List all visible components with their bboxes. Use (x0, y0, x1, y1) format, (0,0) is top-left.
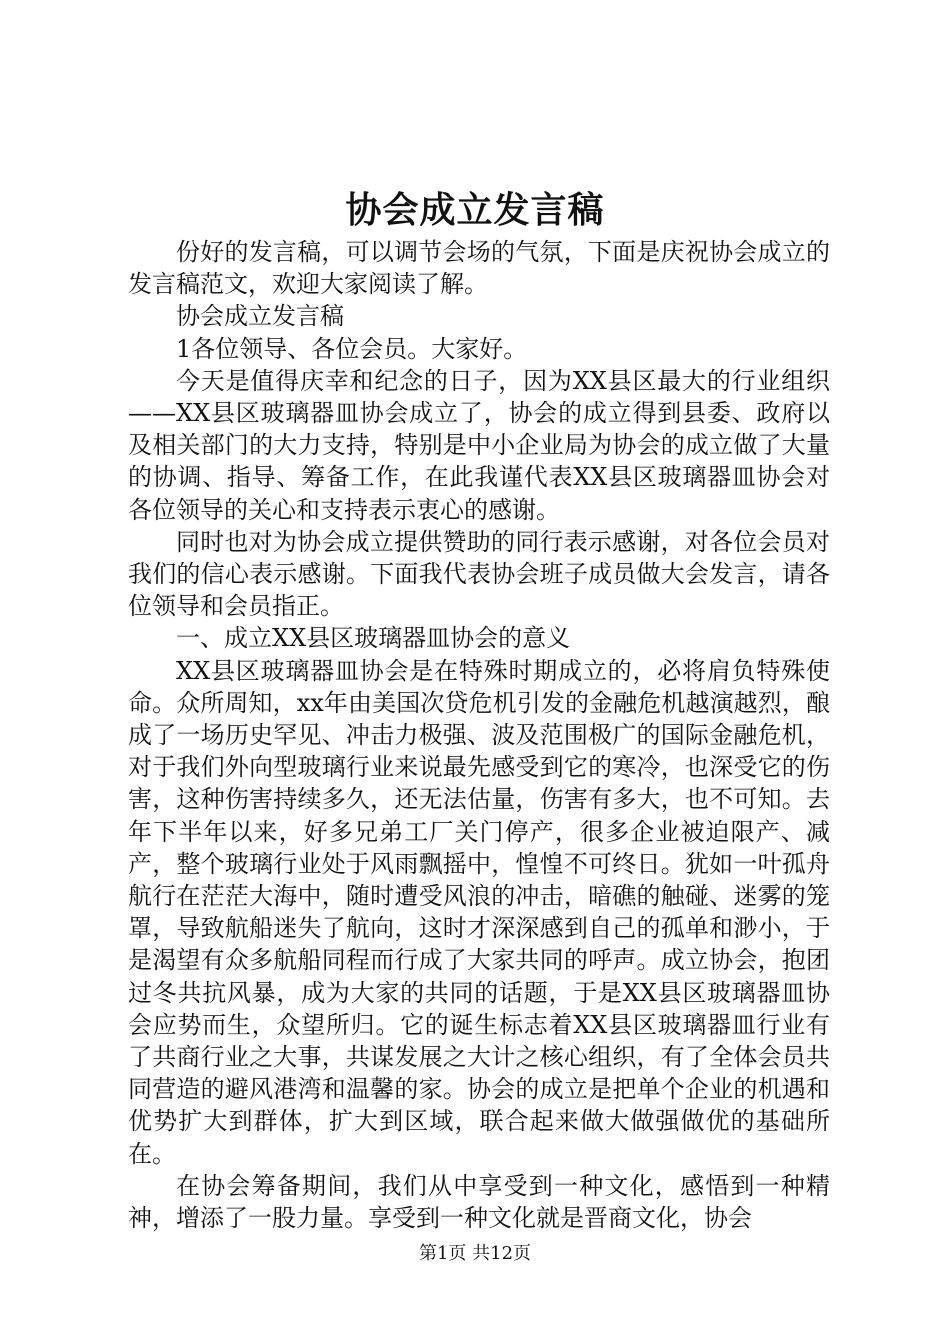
paragraph-greeting: 1各位领导、各位会员。大家好。 (176, 334, 528, 363)
paragraph-subtitle: 协会成立发言稿 (176, 302, 344, 331)
paragraph-significance: XX县区玻璃器皿协会是在特殊时期成立的，必将肩负特殊使命。众所周知，xx年由美国次贷危机引发的金融危机越演越烈，酿成了一场历史罕见、冲击力极强、波及范围极广的国际金融危机，对于我们外向型玻璃行业来说最先感受到它的寒冷，也深受它的伤害，这种伤害持续多久，还无法估量，伤害有多大，也不可知。去年下半年以来，好多兄弟工厂关门停产，很多企业被迫限产、减产，整个玻璃行业处于风雨飘摇中，惶惶不可终日。犹如一叶孤舟航行在茫茫大海中，随时遭受风浪的冲击，暗礁的触碰、迷雾的笼罩，导致航船迷失了航向，这时才深深感到自己的孤单和渺小，于是渴望有众多航船同程而行成了大家共同的呼声。成立协会，抱团过冬共抗风暴，成为大家的共同的话题，于是XX县区玻璃器皿协会应势而生，众望所归。它的诞生标志着XX县区玻璃器皿行业有了共商行业之大事，共谋发展之大计之核心组织，有了全体会员共同营造的避风港湾和温馨的家。协会的成立是把单个企业的机遇和优势扩大到群体，扩大到区域，联合起来做大做强做优的基础所在。 (128, 656, 830, 1168)
document-body (128, 236, 830, 1234)
paragraph-thanks: 同时也对为协会成立提供赞助的同行表示感谢，对各位会员对我们的信心表示感谢。下面我代表协会班子成员做大会发言，请各位领导和会员指正。 (128, 527, 830, 621)
paragraph-preparation: 在协会筹备期间，我们从中享受到一种文化，感悟到一种精神，增添了一股力量。享受到一种文化就是晋商文化，协会 (128, 1171, 830, 1233)
paragraph-intro: 份好的发言稿，可以调节会场的气氛，下面是庆祝协会成立的发言稿范文，欢迎大家阅读了解。 (128, 238, 830, 299)
document-title: 协会成立发言稿 (345, 189, 605, 231)
page-footer: 第1页 共12页 (418, 1243, 532, 1264)
paragraph-opening: 今天是值得庆幸和纪念的日子，因为XX县区最大的行业组织——XX县区玻璃器皿协会成立了，协会的成立得到县委、政府以及相关部门的大力支持，特别是中小企业局为协会的成立做了大量的协调、指导、筹备工作，在此我谨代表XX县区玻璃器皿协会对各位领导的关心和支持表示衷心的感谢。 (128, 366, 830, 524)
section-heading-significance: 一、成立XX县区玻璃器皿协会的意义 (176, 624, 571, 653)
